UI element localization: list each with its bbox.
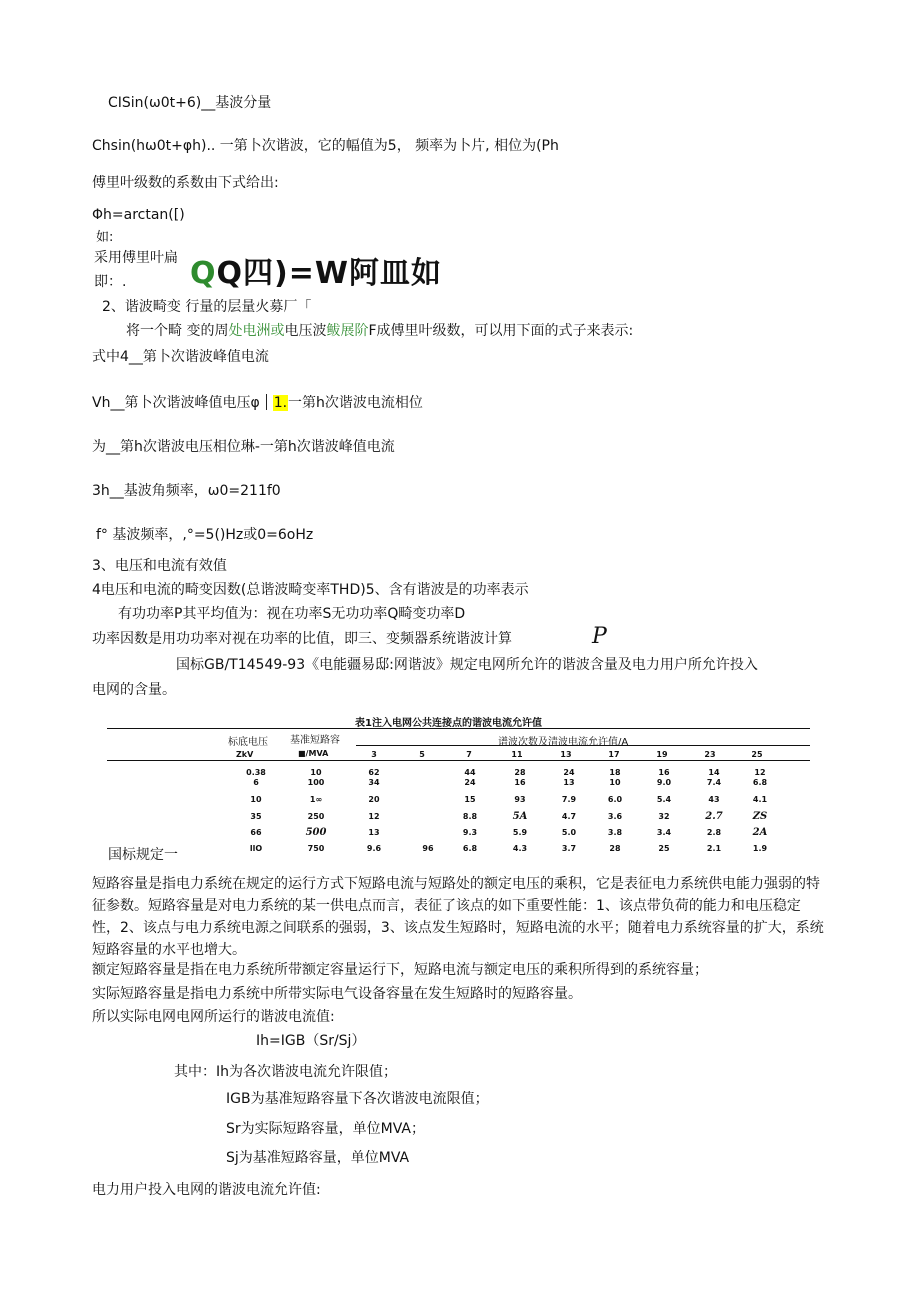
paragraph-rated-capacity: 额定短路容量是指在电力系统所带额定容量运行下，短路电流与额定电压的乘积所得到的系统容量； (92, 962, 708, 978)
table-cell: 96 (422, 844, 434, 853)
garbled-formula (190, 256, 442, 292)
fundamental-line: CISin(ω0t+6)__基波分量 (108, 95, 272, 111)
big-p-glyph: P (592, 624, 607, 649)
where-igb: IGB为基准短路容量下各次谐波电流限值； (226, 1091, 489, 1107)
voltage-phase-line: 为__第h次谐波电压相位琳-一第h次谐波峰值电流 (92, 439, 395, 455)
table-cell: 13 (368, 828, 380, 837)
table-cell: 93 (514, 795, 526, 804)
formula-first-char: Q (190, 256, 217, 291)
header-voltage: 标底电压 (228, 737, 268, 748)
header-voltage-unit: ZkV (236, 750, 254, 759)
table-cell: 500 (305, 827, 327, 838)
section-4-heading: 4电压和电流的畸变因数(总谐波畸变率THD)5、含有谐波是的功率表示 (92, 582, 529, 598)
table-cell: 5A (512, 811, 528, 822)
section-2-heading: 2、谐波畸变 行量的层量火募厂「 (102, 299, 312, 315)
base-freq-line: f° 基波频率，,°=5()Hz或0=6oHz (96, 527, 314, 543)
table-cell: 43 (708, 795, 720, 804)
table-cell: 9.3 (462, 828, 478, 837)
table-cell: 18 (609, 768, 621, 777)
table-cell: 12 (368, 812, 380, 821)
where-sr: Sr为实际短路容量，单位MVA； (226, 1121, 425, 1137)
formula-rest: Q四)=W阿皿如 (216, 256, 442, 291)
table-cell: 3.7 (561, 844, 577, 853)
table-cell: 20 (368, 795, 380, 804)
harmonic-order-3: 3 (371, 750, 377, 759)
table-cell: 250 (307, 812, 325, 821)
power-factor-line: 功率因数是用功功率对视在功率的比值，即三、变频器系统谐波计算 (92, 631, 512, 647)
phase-formula-line: Φh=arctan([) (92, 207, 185, 223)
table-cell: 6.0 (607, 795, 623, 804)
paragraph-user-current: 电力用户投入电网的谐波电流允许值: (92, 1182, 321, 1198)
power-line: 有功功率P其平均值为：视在功率S无功功率Q畸变功率D (118, 606, 466, 622)
table-cell: 100 (307, 778, 325, 787)
highlight-mark: 1. (273, 395, 288, 411)
table-cell: 5.9 (512, 828, 528, 837)
table-cell: 4.1 (752, 795, 768, 804)
table-row (0, 794, 920, 806)
table-cell: 25 (658, 844, 670, 853)
table-cell: 6.8 (752, 778, 768, 787)
fourier-coeff-line: 傅里叶级数的系数由下式给出: (92, 175, 279, 191)
vh-line: Vh__第卜次谐波峰值电压φ 1.一第h次谐波电流相位 (92, 395, 423, 411)
table-cell: 16 (658, 768, 670, 777)
table-cell: 14 (708, 768, 720, 777)
table-row (0, 827, 920, 839)
table-top-rule (107, 728, 810, 729)
table-title: 表1注入电网公共连接点的谐波电流允许值 (355, 718, 542, 729)
table-cell: 1.9 (752, 844, 768, 853)
table-cell: 13 (563, 778, 575, 787)
formula-ih: Ih=IGB（Sr/Sj） (256, 1033, 366, 1049)
table-cell: 7.9 (561, 795, 577, 804)
table-cell: 62 (368, 768, 380, 777)
table-caption: 国标规定一 (108, 847, 178, 863)
table-cell: 10 (609, 778, 621, 787)
table-cell: 3.8 (607, 828, 623, 837)
text-cursor (266, 394, 267, 410)
table-cell: 2.1 (706, 844, 722, 853)
harmonic-order-17: 17 (608, 750, 620, 759)
table-cell: ZS (752, 811, 768, 822)
harmonic-order-11: 11 (511, 750, 523, 759)
table-cell: 16 (514, 778, 526, 787)
table-cell: 24 (464, 778, 476, 787)
table-cell: 4.7 (561, 812, 577, 821)
table-row (0, 777, 920, 789)
header-capacity: 基准短路容 (290, 735, 340, 746)
table-cell: 28 (514, 768, 526, 777)
gb-standard-line: 国标GB/T14549-93《电能疆易邸:网谐波》规定电网所允许的谐波含量及电力用户所允许投入 (176, 657, 758, 673)
table-cell: 35 (250, 812, 262, 821)
table-cell: 2.7 (705, 811, 723, 822)
table-cell: 5.4 (656, 795, 672, 804)
paragraph-actual-capacity: 实际短路容量是指电力系统中所带实际电气设备容量在发生短路时的短路容量。 (92, 986, 582, 1002)
harmonic-term-line: Chsin(hω0t+φh).. 一第卜次谐波，它的幅值为5， 频率为卜片, 相位为(Ph (92, 138, 559, 154)
table-header-bottom-rule (107, 760, 810, 761)
table-cell: 44 (464, 768, 476, 777)
table-cell: llO (249, 844, 263, 853)
table-cell: 9.0 (656, 778, 672, 787)
table-cell: 6.8 (462, 844, 478, 853)
table-cell: 34 (368, 778, 380, 787)
paragraph-short-circuit: 短路容量是指电力系统在规定的运行方式下短路电流与短路处的额定电压的乘积，它是表征电力系统供电能力强弱的特征参数。短路容量是对电力系统的某一供电点而言，表征了该点的如下重要性能：1、该点带负荷的能力和电压稳定性，2、该点与电力系统电源之间联系的强弱，3、该点发生短路时，短路电流的水平；随着电力系统容量的扩大，系统短路容量的水平也增大。 (92, 876, 824, 958)
table-cell: 750 (307, 844, 325, 853)
table-cell: 12 (754, 768, 766, 777)
table-cell: 5.0 (561, 828, 577, 837)
table-cell: 66 (250, 828, 262, 837)
ie-line: 即：. (94, 274, 127, 290)
paragraph-actual-current: 所以实际电网电网所运行的谐波电流值: (92, 1009, 335, 1025)
harmonic-order-7: 7 (466, 750, 472, 759)
table-cell: 8.8 (462, 812, 478, 821)
harmonic-order-25: 25 (751, 750, 763, 759)
header-harmonics: 谱波次数及清波电流允许值/A (498, 737, 629, 748)
angular-freq-line: 3h__基波角频率，ω0=211f0 (92, 483, 281, 499)
table-cell: 7.4 (706, 778, 722, 787)
table-cell: 15 (464, 795, 476, 804)
table-cell: 2.8 (706, 828, 722, 837)
table-cell: 3.6 (607, 812, 623, 821)
where-line: 式中4__第卜次谐波峰值电流 (92, 349, 269, 365)
table-cell: 9.6 (366, 844, 382, 853)
table-row (0, 811, 920, 823)
harmonics-header-rule (356, 745, 810, 746)
example-label: 如: (96, 230, 114, 245)
where-sj: Sj为基准短路容量，单位MVA (226, 1150, 410, 1166)
table-cell: 4.3 (512, 844, 528, 853)
fourier-line: 采用傅里叶扁 (94, 250, 178, 266)
harmonic-order-5: 5 (419, 750, 425, 759)
table-cell: 10 (250, 795, 262, 804)
harmonic-order-13: 13 (560, 750, 572, 759)
header-capacity-unit: ■/MVA (298, 749, 329, 758)
gb-standard-line-2: 电网的含量。 (92, 682, 176, 698)
section-3-heading: 3、电压和电流有效值 (92, 558, 227, 574)
table-cell: 6 (253, 778, 259, 787)
table-cell: 0.38 (246, 768, 266, 777)
table-cell: 1∞ (309, 795, 323, 804)
harmonic-order-23: 23 (704, 750, 716, 759)
table-cell: 24 (563, 768, 575, 777)
distortion-expansion-line: 将一个畸 变的周处电洲或电压波鲅展阶F成傅里叶级数，可以用下面的式子来表示: (126, 323, 634, 339)
where-ih: 其中：Ih为各次谐波电流允许限值； (174, 1064, 398, 1080)
table-cell: 3.4 (656, 828, 672, 837)
table-cell: 10 (310, 768, 322, 777)
table-cell: 28 (609, 844, 621, 853)
table-cell: 32 (658, 812, 670, 821)
table-cell: 2A (752, 827, 768, 838)
harmonic-order-19: 19 (656, 750, 668, 759)
